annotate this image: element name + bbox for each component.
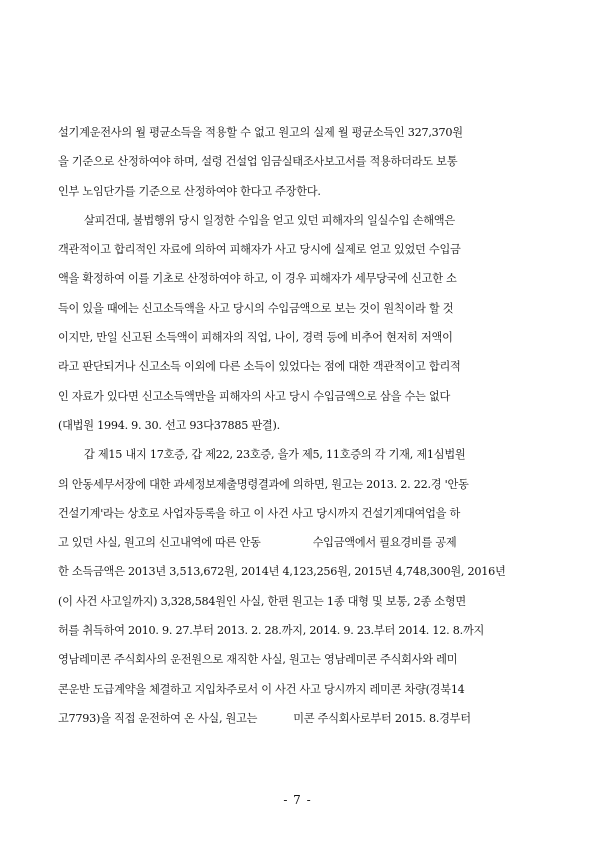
text-line: 라고 판단되거나 신고소득 이외에 다른 소득이 있었다는 점에 대한 객관적이고 합리적	[58, 360, 461, 374]
text-line: 설기계운전사의 월 평균소득을 적용할 수 없고 원고의 실제 월 평균소득인 327,370원	[58, 126, 463, 139]
document-body	[58, 118, 538, 733]
text-line: 인 자료가 있다면 신고소득액만을 피해자의 사고 당시 수입금액으로 삼을 수는 없다	[58, 389, 451, 403]
text-segment: 고7793)을 직접 운전하여 온 사실, 원고는	[58, 711, 258, 725]
text-line: 한 소득금액은 2013년 3,513,672원, 2014년 4,123,256원, 2015년 4,748,300원, 2016년	[58, 565, 506, 579]
text-line: 인부 노임단가를 기준으로 산정하여야 한다고 주장한다.	[58, 184, 321, 198]
text-segment: 고 있던 사실, 원고의 신고내역에 따른 안동	[58, 536, 261, 550]
text-line: 득이 있을 때에는 신고소득액을 사고 당시의 수입금액으로 보는 것이 원칙이라 할 것	[58, 301, 454, 315]
text-line: 허를 취득하여 2010. 9. 27.부터 2013. 2. 28.까지, 2014. 9. 23.부터 2014. 12. 8.까지	[58, 624, 485, 638]
text-segment: 수입금액에서 필요경비를 공제	[312, 536, 457, 550]
text-line-redacted	[58, 704, 538, 733]
paragraph-start-line: 살피건대, 불법행위 당시 일정한 수입을 얻고 있던 피해자의 일실수입 손해액은	[84, 213, 455, 227]
text-line: 콘운반 도급계약을 체결하고 지입차주로서 이 사건 사고 당시까지 레미콘 차량(경북14	[58, 682, 465, 696]
text-line: 의 안동세무서장에 대한 과세정보제출명령결과에 의하면, 원고는 2013. 2. 22.경 '안동	[58, 477, 469, 491]
text-line: (이 사건 사고일까지) 3,328,584원인 사실, 한편 원고는 1종 대형 및 보통, 2종 소형면	[58, 594, 466, 608]
text-line: 건설기계'라는 상호로 사업자등록을 하고 이 사건 사고 당시까지 건설기계대여업을 하	[58, 506, 461, 520]
text-line: 이지만, 만일 신고된 소득액이 피해자의 직업, 나이, 경력 등에 비추어 현저히 저액이	[58, 331, 453, 345]
page-number: - 7 -	[283, 793, 312, 807]
text-line: 영남레미콘 주식회사의 운전원으로 재직한 사실, 원고는 영남레미콘 주식회사와 레미	[58, 653, 458, 667]
text-line: 객관적이고 합리적인 자료에 의하여 피해자가 사고 당시에 실제로 얻고 있었던 수입금	[58, 243, 461, 257]
text-line: 액을 확정하여 이를 기초로 산정하여야 하고, 이 경우 피해자가 세무당국에 신고한 소	[58, 272, 457, 286]
text-segment: 미콘 주식회사로부터 2015. 8.경부터	[293, 711, 471, 725]
text-line: 을 기준으로 산정하여야 하며, 설령 건설업 임금실태조사보고서를 적용하더라도 보통	[58, 155, 458, 169]
paragraph-start-line: 갑 제15 내지 17호증, 갑 제22, 23호증, 을가 제5, 11호증의 각 기재, 제1심법원	[84, 448, 466, 462]
text-line-redacted	[58, 528, 538, 557]
citation-line: (대법원 1994. 9. 30. 선고 93다37885 판결).	[58, 418, 280, 432]
